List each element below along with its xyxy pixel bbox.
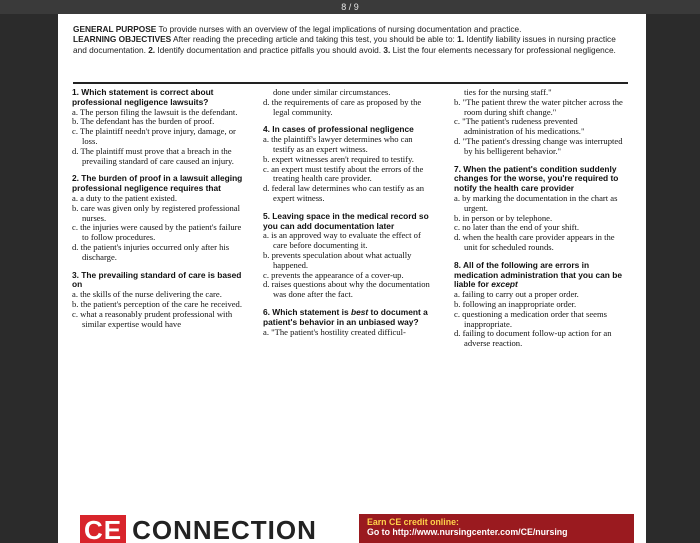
- learning-objectives-text: After reading the preceding article and taking this test, you should be able to:: [171, 34, 458, 45]
- question-6-option-c: c. "The patient's rudeness prevented administration of his medications.": [454, 116, 585, 137]
- question-7-option-a: a. by marking the documentation in the chart as urgent.: [454, 192, 618, 213]
- objective-2-text: Identify documentation and practice pitfalls you should avoid.: [155, 44, 384, 55]
- question-2-stem: 2. The burden of proof in a lawsuit alleging professional negligence requires that: [72, 173, 243, 194]
- column-2: [263, 88, 435, 337]
- question-8-stem-pre: 8. All of the following are errors in medication administration that you can be liable for: [454, 259, 622, 290]
- question-4-option-d: d. federal law determines who can testify as an expert witness.: [263, 183, 425, 203]
- question-3: [72, 271, 244, 330]
- learning-objectives-label: LEARNING OBJECTIVES: [73, 34, 172, 45]
- ce-connection-logo: [80, 515, 317, 543]
- question-5-stem: 5. Leaving space in the medical record so you can add documentation later: [263, 210, 429, 231]
- question-8-option-a: a. failing to carry out a proper order.: [454, 289, 579, 300]
- question-2-option-c: c. the injuries were caused by the patient's failure to follow procedures.: [72, 222, 242, 243]
- ce-connection-banner: [70, 511, 635, 543]
- column-3: [454, 88, 626, 349]
- question-7: [454, 165, 626, 253]
- earn-ce-heading: Earn CE credit online:: [367, 517, 459, 527]
- question-4-stem: 4. In cases of professional negligence: [263, 124, 414, 135]
- question-1-option-a: a. The person filing the lawsuit is the defendant.: [72, 106, 238, 117]
- question-5-option-a: a. is an approved way to evaluate the effect of care before documenting it.: [263, 230, 421, 251]
- question-7-option-b: b. in person or by telephone.: [454, 212, 553, 223]
- question-8-stem-emphasis: except: [491, 279, 518, 290]
- objective-3-text: List the four elements necessary for professional negligence.: [390, 44, 616, 55]
- connection-logo-word: CONNECTION: [132, 515, 317, 543]
- objective-1-text: Identify liability issues in nursing practice and documentation.: [73, 34, 616, 55]
- question-4-option-a: a. the plaintiff's lawyer determines who can testify as an expert witness.: [263, 134, 413, 154]
- earn-ce-box: [359, 514, 634, 543]
- intro-block: [73, 24, 628, 55]
- section-divider: [73, 82, 628, 84]
- question-8-stem: [454, 261, 626, 290]
- question-6-stem-pre: 6. Which statement is: [263, 306, 351, 317]
- question-3-option-c-continued: done under similar circumstances.: [273, 87, 391, 97]
- question-2: [72, 174, 244, 262]
- question-3-option-b: b. the patient's perception of the care he received.: [72, 298, 242, 309]
- question-6-option-a: a. "The patient's hostility created difficul-: [263, 326, 406, 337]
- question-1-option-d: d. The plaintiff must prove that a breach in the prevailing standard of care caused an injury.: [72, 145, 234, 166]
- question-5-option-b: b. prevents speculation about what actually happened.: [263, 249, 412, 270]
- question-8-option-d: d. failing to document follow-up action for an adverse reaction.: [454, 328, 612, 349]
- question-1-stem: 1. Which statement is correct about professional negligence lawsuits?: [72, 87, 214, 107]
- question-8-option-b: b. following an inappropriate order.: [454, 298, 577, 309]
- general-purpose-text: To provide nurses with an overview of the legal implications of nursing documentation and practice.: [156, 24, 522, 34]
- question-2-option-b: b. care was given only by registered professional nurses.: [72, 202, 241, 223]
- question-6-option-b: b. "The patient threw the water pitcher across the room during shift change.": [454, 96, 623, 117]
- question-3-stem: 3. The prevailing standard of care is based on: [72, 269, 242, 290]
- question-6-option-d: d. "The patient's dressing change was interrupted by his belligerent behavior.": [454, 135, 623, 156]
- question-7-option-d: d. when the health care provider appears in the unit for scheduled rounds.: [454, 232, 615, 252]
- question-5-option-c: c. prevents the appearance of a cover-up.: [263, 269, 404, 280]
- earn-ce-link[interactable]: Go to http://www.nursingcenter.com/CE/nursing: [367, 527, 568, 537]
- objective-1-number: 1.: [457, 34, 465, 45]
- question-4: [263, 125, 435, 203]
- question-4-option-c: c. an expert must testify about the errors of the treating health care provider.: [263, 163, 424, 184]
- objective-3-number: 3.: [383, 44, 391, 55]
- question-1: [72, 88, 244, 166]
- question-4-option-b: b. expert witnesses aren't required to testify.: [263, 153, 414, 164]
- question-8-option-c: c. questioning a medication order that seems inappropriate.: [454, 308, 607, 329]
- question-7-option-c: c. no later than the end of your shift.: [454, 222, 580, 233]
- question-3-option-d: d. the requirements of care as proposed by the legal community.: [263, 96, 422, 117]
- ce-logo-mark: CE: [80, 515, 126, 543]
- page-counter: 8 / 9: [341, 2, 359, 12]
- question-6-stem: [263, 308, 435, 328]
- question-2-option-a: a. a duty to the patient existed.: [72, 192, 178, 203]
- question-6: [263, 308, 435, 337]
- question-3-option-c: c. what a reasonably prudent professional with similar expertise would have: [72, 308, 233, 329]
- question-8: [454, 261, 626, 349]
- objective-2-number: 2.: [148, 44, 156, 55]
- question-6-option-a-continued: ties for the nursing staff.": [464, 87, 552, 97]
- question-7-stem: 7. When the patient's condition suddenly changes for the worse, you're required to notify the health care provider: [454, 163, 619, 194]
- document-page: [58, 14, 646, 543]
- question-5: [263, 212, 435, 300]
- question-3-option-a: a. the skills of the nurse delivering the care.: [72, 289, 222, 300]
- question-6-stem-post: to document a patient's behavior in an unbiased way?: [263, 306, 428, 327]
- question-6-stem-emphasis: best: [350, 306, 369, 317]
- column-1: [72, 88, 244, 329]
- question-1-option-b: b. The defendant has the burden of proof.: [72, 116, 215, 127]
- general-purpose-label: GENERAL PURPOSE: [73, 24, 157, 34]
- question-2-option-d: d. the patient's injuries occurred only after his discharge.: [72, 241, 230, 262]
- question-5-option-d: d. raises questions about why the documentation was done after the fact.: [263, 279, 430, 300]
- question-1-option-c: c. The plaintiff needn't prove injury, damage, or loss.: [72, 126, 236, 146]
